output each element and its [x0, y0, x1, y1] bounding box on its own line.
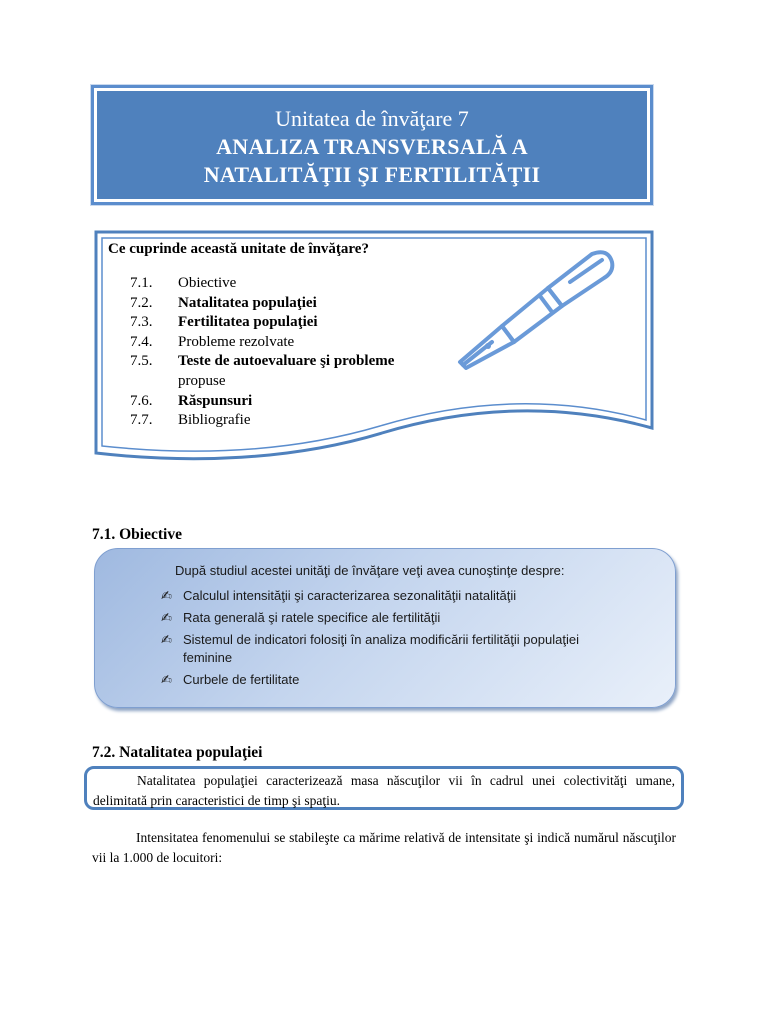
- section-title-objectives: 7.1. Obiective: [92, 526, 182, 543]
- natality-definition: Natalitatea populaţiei caracterizează masa născuţilor vii în cadrul unei colectivităţi umane, delimitată prin caracteristici de timp şi spaţiu.: [93, 773, 675, 808]
- objectives-intro: După studiul acestei unităţi de învăţare veţi avea cunoştinţe despre:: [175, 563, 565, 578]
- toc-label-continuation: propuse: [178, 372, 226, 389]
- unit-title-banner: [94, 88, 650, 202]
- toc-item-tests: [108, 352, 438, 372]
- list-item-continuation: feminine: [183, 650, 233, 665]
- toc-number: 7.7.: [130, 412, 153, 429]
- intensity-paragraph: Intensitatea fenomenului se stabileşte ca mărime relativă de intensitate şi indică numărul născuţilor vii la 1.000 de locuitori:: [92, 830, 676, 865]
- toc-number: 7.2.: [130, 294, 153, 311]
- contents-box: [108, 238, 438, 431]
- toc-item-natality: [108, 294, 438, 314]
- toc-label: Probleme rezolvate: [178, 333, 295, 350]
- definition-box: [84, 766, 684, 810]
- fountain-pen-icon: [452, 244, 622, 376]
- toc-label: Natalitatea populaţiei: [178, 294, 317, 311]
- toc-item-solved-problems: [108, 333, 438, 353]
- toc-label: Răspunsuri: [178, 392, 253, 409]
- toc-item-bibliography: [108, 411, 438, 431]
- toc-number: 7.6.: [130, 392, 153, 409]
- writing-hand-icon: ✍: [161, 632, 172, 647]
- toc-item-objectives: [108, 274, 438, 294]
- unit-title-line-2: NATALITĂŢII ŞI FERTILITĂŢII: [203, 162, 541, 187]
- writing-hand-icon: ✍: [161, 610, 172, 625]
- objectives-list: [161, 585, 661, 691]
- toc-label: Fertilitatea populaţiei: [178, 314, 318, 331]
- unit-number: Unitatea de învăţare 7: [275, 106, 469, 131]
- toc-number: 7.5.: [130, 353, 153, 370]
- toc-number: 7.4.: [130, 333, 153, 350]
- list-item: ✍ Rata generală şi ratele specifice ale fertilităţii: [161, 607, 661, 629]
- toc-label: Bibliografie: [178, 412, 251, 429]
- list-item: ✍ Curbele de fertilitate: [161, 669, 661, 691]
- body-paragraph: [92, 828, 676, 868]
- writing-hand-icon: ✍: [161, 588, 172, 603]
- list-item: ✍ Calculul intensităţii şi caracterizarea sezonalităţii natalităţii: [161, 585, 661, 607]
- toc-number: 7.1.: [130, 275, 153, 291]
- toc-label: Teste de autoevaluare şi probleme: [178, 353, 395, 370]
- contents-heading: Ce cuprinde această unitate de învăţare?: [108, 241, 369, 257]
- unit-title-line-1: ANALIZA TRANSVERSALĂ A: [216, 134, 528, 159]
- writing-hand-icon: ✍: [161, 672, 172, 687]
- toc-item-answers: [108, 392, 438, 412]
- list-item: ✍ Sistemul de indicatori folosiţi în analiza modificării fertilităţii populaţiei: [161, 629, 661, 651]
- toc-item-fertility: [108, 313, 438, 333]
- objectives-box: [94, 548, 676, 708]
- section-title-natality: 7.2. Natalitatea populaţiei: [92, 744, 263, 761]
- toc-label: Obiective: [178, 275, 237, 291]
- toc-number: 7.3.: [130, 314, 153, 331]
